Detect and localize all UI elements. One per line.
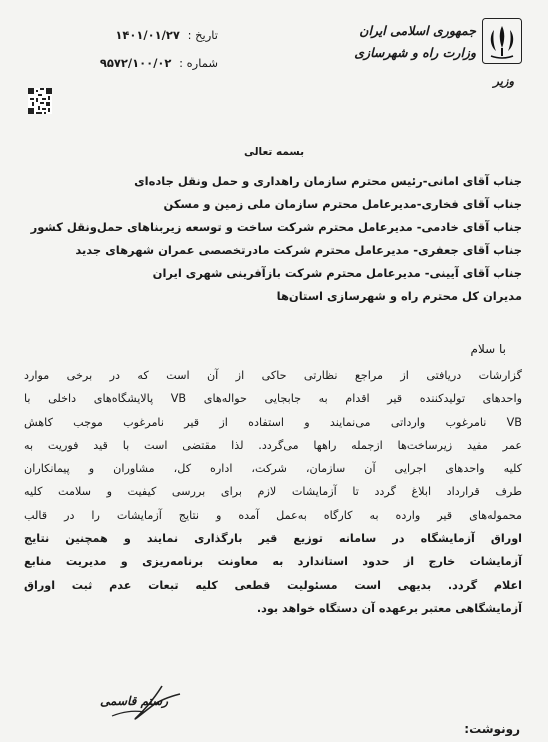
- body-line: اوراق آزمایشگاه در سامانه توزیع قیر بارگذاری نمایند و همچنین نتایج: [24, 532, 522, 546]
- body-line: واحدهای تولیدکننده قیر اقدام به جابجایی حواله‌های VB پالایشگاه‌های داخلی با: [24, 392, 522, 406]
- recipient-line: جناب آقای فخاری-مدیرعامل محترم سازمان ملی زمین و مسکن: [163, 197, 522, 211]
- signature: [92, 682, 184, 724]
- letter-date: [18, 28, 218, 42]
- body-line: گزارشات دریافتی از مراجع نظارتی حاکی از آن است که در برخی موارد: [24, 369, 522, 382]
- qr-code-icon: [28, 88, 52, 114]
- body-line: آزمایشگاهی معتبر برعهده آن دستگاه خواهد بود.: [256, 601, 522, 615]
- signature-name: رستم قاسمی: [100, 694, 169, 708]
- ministry-line-2: وزارت راه و شهرسازی: [354, 45, 476, 60]
- cc-label: رونوشت:: [464, 722, 520, 736]
- recipient-line: مدیران کل محترم راه و شهرسازی استان‌ها: [276, 289, 522, 303]
- body-line: محموله‌های قیر وارده به کارگاه به‌عمل آمده و نتایج آزمایشات را در قالب: [24, 508, 522, 522]
- date-value: ۱۴۰۱/۰۱/۲۷: [115, 28, 180, 42]
- body-line: آزمایشات خارج از حدود استاندارد به معاونت برنامه‌ریزی و مدیریت منابع: [24, 555, 522, 569]
- recipient-line: جناب آقای امانی-رئیس محترم سازمان راهداری و حمل ونقل جاده‌ای: [134, 174, 522, 188]
- letter-number: [18, 56, 218, 70]
- ministry-block: [326, 20, 476, 64]
- signer-title: وزیر: [493, 74, 514, 88]
- number-label: شماره :: [179, 56, 218, 70]
- recipient-line: جناب آقای جعفری- مدیرعامل محترم شرکت مادرتخصصی عمران شهرهای جدید: [75, 243, 522, 257]
- recipient-line: جناب آقای خادمی- مدیرعامل محترم شرکت ساخت و توسعه زیربناهای حمل‌ونقل کشور: [30, 220, 522, 234]
- number-value: ۹۵۷۲/۱۰۰/۰۲: [99, 56, 172, 70]
- recipient-line: جناب آقای آیینی- مدیرعامل محترم شرکت بازآفرینی شهری ایران: [152, 266, 522, 280]
- recipient-list: [30, 170, 522, 308]
- date-label: تاریخ :: [187, 28, 218, 42]
- body-line: VB نامرغوب وارداتی می‌نمایند و استفاده از قیر نامرغوب موجب کاهش: [24, 415, 522, 429]
- body-line: کلیه واحدهای اجرایی آن سازمان، شرکت، اداره کل، مشاوران و پیمانکاران: [24, 462, 522, 476]
- greeting: با سلام: [470, 342, 506, 356]
- basmala: بسمه تعالی: [243, 146, 305, 158]
- body-line: طرف قرارداد ابلاغ گردد تا آزمایشات لازم برای بررسی کیفیت و سلامت کلیه: [24, 485, 522, 499]
- ministry-line-1: جمهوری اسلامی ایران: [359, 23, 476, 38]
- body-line: عمر مفید زیرساخت‌ها ازجمله راهها می‌گردد. لذا مقتضی است با قید فوریت به: [24, 438, 522, 452]
- iran-emblem-icon: [482, 18, 522, 64]
- letter-body: [24, 364, 522, 620]
- body-line: اعلام گردد. بدیهی است مسئولیت قطعی کلیه تبعات عدم ثبت اوراق: [24, 578, 522, 592]
